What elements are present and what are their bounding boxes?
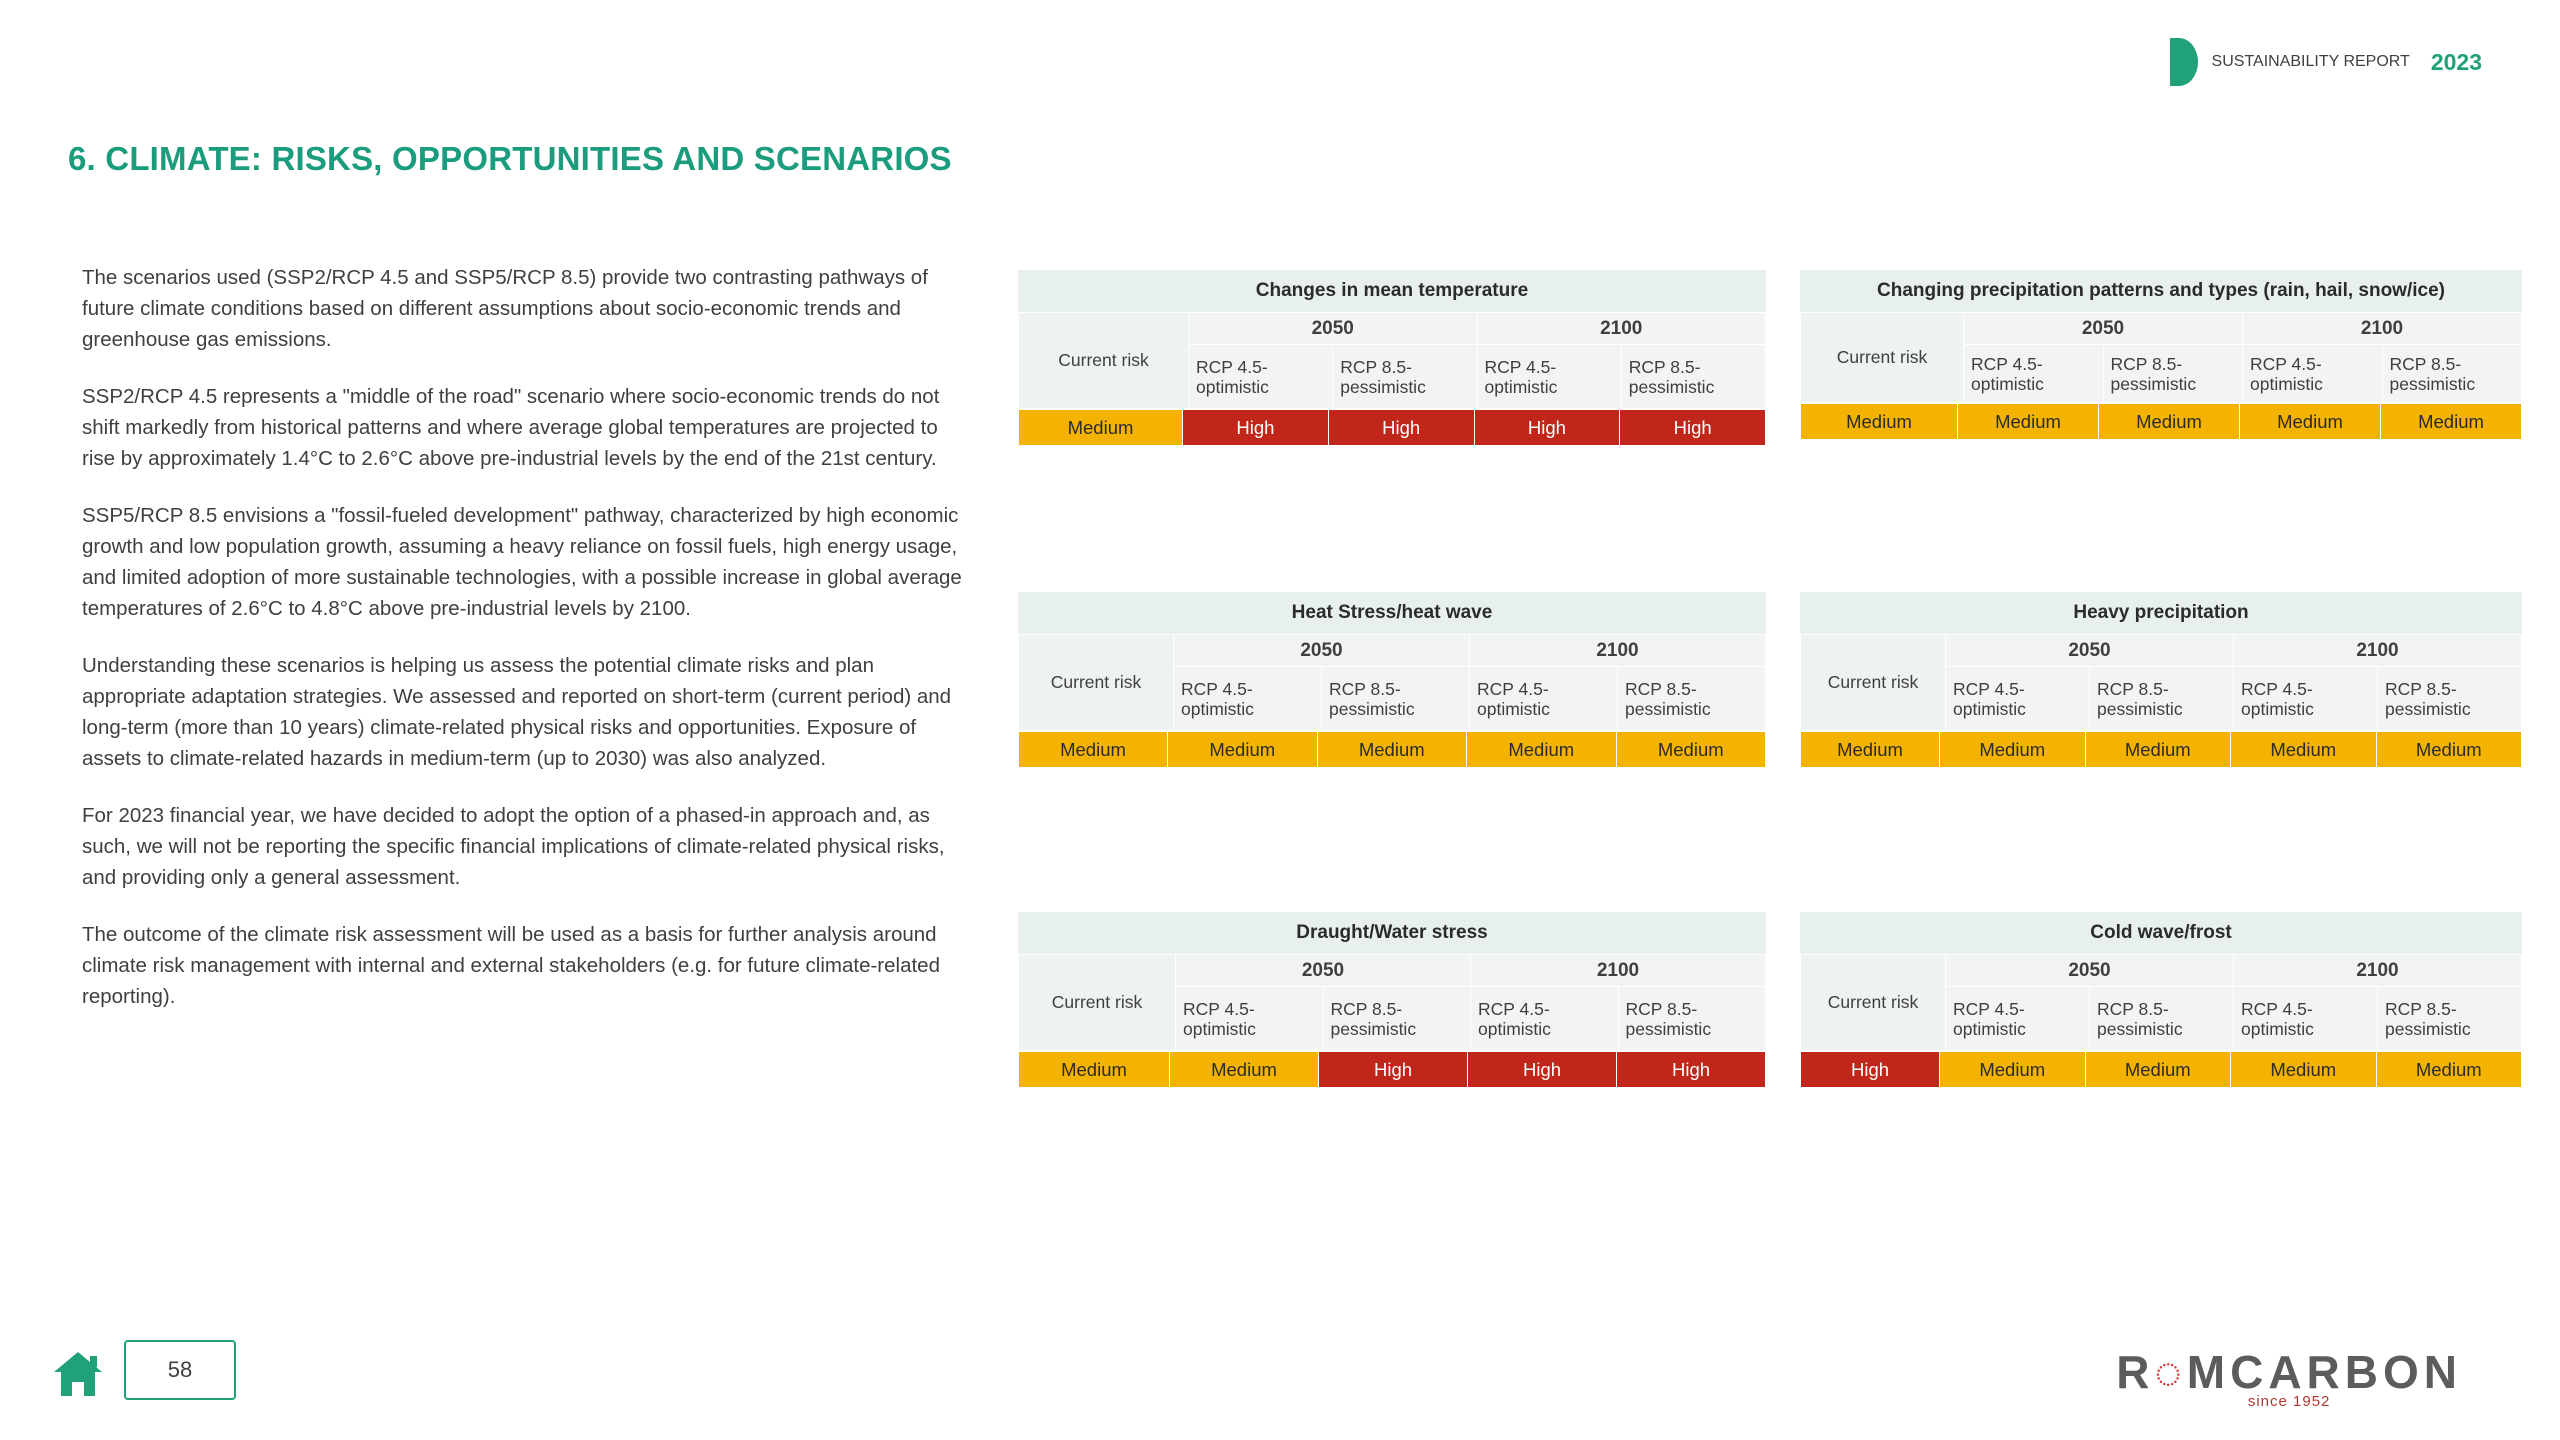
year-header-2100: 2100: [1471, 955, 1766, 987]
scenario-2050-rcp85: RCP 8.5-pessimistic: [1322, 667, 1470, 731]
risk-value-2100-rcp85: Medium: [2381, 404, 2522, 440]
home-icon[interactable]: [52, 1350, 104, 1398]
risk-value-2100-rcp45: Medium: [2240, 404, 2381, 440]
logo-since-label: since 1952: [2247, 1393, 2331, 1410]
header-title: SUSTAINABILITY REPORT: [2211, 53, 2410, 70]
table-caption: Changes in mean temperature: [1018, 270, 1766, 312]
scenario-2050-rcp45: RCP 4.5-optimistic: [1946, 987, 2090, 1051]
scenario-2100-rcp45: RCP 4.5-optimistic: [2234, 667, 2378, 731]
risk-table-heat-stress: [1018, 592, 1766, 768]
scenario-2100-rcp85: RCP 8.5-pessimistic: [1618, 987, 1766, 1051]
year-header-2050: 2050: [1946, 955, 2234, 987]
paragraph-4: Understanding these scenarios is helping us assess the potential climate risks and plan appropriate adaptation strategies. We assessed and reported on short-term (current period) and long-term (more than 10 years) climate-related physical risks and opportunities. Exposure of assets to climate-related hazards in medium-term (up to 2030) was also analyzed.: [82, 654, 952, 770]
year-header-2050: 2050: [1189, 313, 1478, 345]
current-risk-value: Medium: [1019, 1052, 1170, 1088]
table-caption: Heavy precipitation: [1800, 592, 2522, 634]
paragraph-3: SSP5/RCP 8.5 envisions a "fossil-fueled development" pathway, characterized by high economic growth and low population growth, assuming a heavy reliance on fossil fuels, high energy usage, and limited adoption of more sustainable technologies, with a possible increase in global average temperatures of 2.6°C to 4.8°C above pre-industrial levels by 2100.: [82, 504, 962, 620]
scenario-2100-rcp45: RCP 4.5-optimistic: [2243, 345, 2383, 403]
scenario-2050-rcp85: RCP 8.5-pessimistic: [2090, 987, 2234, 1051]
risk-table-heavy-precipitation: [1800, 592, 2522, 768]
table-caption: Heat Stress/heat wave: [1018, 592, 1766, 634]
page-number: [124, 1340, 236, 1400]
scenario-2050-rcp85: RCP 8.5-pessimistic: [1333, 345, 1477, 409]
risk-value-2050-rcp45: High: [1183, 410, 1329, 446]
year-header-2100: 2100: [2234, 955, 2522, 987]
report-header: [2170, 38, 2482, 86]
body-text: [82, 262, 972, 1038]
logo-molecule-icon: ◌: [2154, 1346, 2187, 1398]
scenario-2100-rcp85: RCP 8.5-pessimistic: [2382, 345, 2522, 403]
risk-value-2100-rcp85: High: [1620, 410, 1766, 446]
year-header-2050: 2050: [1964, 313, 2243, 345]
risk-value-2050-rcp85: Medium: [1317, 732, 1467, 768]
scenario-2050-rcp45: RCP 4.5-optimistic: [1946, 667, 2090, 731]
risk-value-2100-rcp45: High: [1474, 410, 1620, 446]
year-header-2100: 2100: [2243, 313, 2522, 345]
scenario-2100-rcp85: RCP 8.5-pessimistic: [2378, 667, 2522, 731]
risk-value-2050-rcp85: High: [1319, 1052, 1468, 1088]
scenario-2050-rcp45: RCP 4.5-optimistic: [1964, 345, 2104, 403]
year-header-2100: 2100: [2234, 635, 2522, 667]
paragraph-5: For 2023 financial year, we have decided to adopt the option of a phased-in approach and, as such, we will not be reporting the specific financial implications of climate-related physical risks, and providing only a general assessment.: [82, 804, 945, 889]
risk-value-2050-rcp85: Medium: [2099, 404, 2240, 440]
current-risk-header: Current risk: [1019, 955, 1176, 1051]
current-risk-header: Current risk: [1019, 635, 1174, 731]
risk-table-draught-water-stress: [1018, 912, 1766, 1088]
year-header-2050: 2050: [1946, 635, 2234, 667]
current-risk-value: High: [1801, 1052, 1940, 1088]
paragraph-2: SSP2/RCP 4.5 represents a "middle of the road" scenario where socio-economic trends do not shift markedly from historical patterns and where average global temperatures are projected to rise by approximately 1.4°C to 2.6°C above pre-industrial levels by the end of the 21st century.: [82, 385, 940, 470]
scenario-2100-rcp85: RCP 8.5-pessimistic: [1621, 345, 1765, 409]
paragraph-1: The scenarios used (SSP2/RCP 4.5 and SSP5/RCP 8.5) provide two contrasting pathways of future climate conditions based on different assumptions about socio-economic trends and greenhouse gas emissions.: [82, 266, 928, 351]
risk-value-2050-rcp45: Medium: [1170, 1052, 1319, 1088]
company-logo: [2116, 1347, 2462, 1410]
risk-value-2050-rcp45: Medium: [1958, 404, 2099, 440]
current-risk-header: Current risk: [1801, 313, 1964, 403]
current-risk-header: Current risk: [1019, 313, 1189, 409]
brand-mark-icon: [2170, 38, 2198, 86]
risk-value-2050-rcp85: High: [1328, 410, 1474, 446]
table-caption: Changing precipitation patterns and types (rain, hail, snow/ice): [1800, 270, 2522, 312]
scenario-2100-rcp85: RCP 8.5-pessimistic: [1618, 667, 1766, 731]
logo-wordmark: R◌MCARBON: [2116, 1346, 2462, 1398]
year-header-2100: 2100: [1477, 313, 1766, 345]
scenario-2050-rcp45: RCP 4.5-optimistic: [1174, 667, 1322, 731]
paragraph-6: The outcome of the climate risk assessment will be used as a basis for further analysis around climate risk management with internal and external stakeholders (e.g. for future climate-related reporting).: [82, 923, 940, 1008]
table-caption: Cold wave/frost: [1800, 912, 2522, 954]
scenario-2050-rcp45: RCP 4.5-optimistic: [1176, 987, 1324, 1051]
risk-value-2050-rcp45: Medium: [1940, 1052, 2086, 1088]
risk-value-2100-rcp85: Medium: [1616, 732, 1766, 768]
risk-value-2100-rcp45: Medium: [1467, 732, 1617, 768]
scenario-2050-rcp45: RCP 4.5-optimistic: [1189, 345, 1333, 409]
risk-value-2050-rcp85: Medium: [2085, 732, 2231, 768]
risk-value-2100-rcp45: High: [1468, 1052, 1617, 1088]
scenario-2050-rcp85: RCP 8.5-pessimistic: [2090, 667, 2234, 731]
scenario-2050-rcp85: RCP 8.5-pessimistic: [2103, 345, 2243, 403]
risk-value-2100-rcp85: High: [1617, 1052, 1766, 1088]
risk-table-precipitation-patterns: [1800, 270, 2522, 440]
scenario-2100-rcp45: RCP 4.5-optimistic: [2234, 987, 2378, 1051]
scenario-2050-rcp85: RCP 8.5-pessimistic: [1323, 987, 1471, 1051]
current-risk-header: Current risk: [1801, 635, 1946, 731]
table-caption: Draught/Water stress: [1018, 912, 1766, 954]
scenario-2100-rcp45: RCP 4.5-optimistic: [1471, 987, 1619, 1051]
year-header-2050: 2050: [1176, 955, 1471, 987]
current-risk-value: Medium: [1801, 404, 1958, 440]
scenario-2100-rcp85: RCP 8.5-pessimistic: [2378, 987, 2522, 1051]
header-year: 2023: [2430, 48, 2482, 75]
scenario-2100-rcp45: RCP 4.5-optimistic: [1477, 345, 1621, 409]
risk-value-2050-rcp45: Medium: [1940, 732, 2086, 768]
risk-table-mean-temperature: [1018, 270, 1766, 446]
risk-value-2100-rcp45: Medium: [2231, 732, 2377, 768]
current-risk-value: Medium: [1019, 410, 1183, 446]
scenario-2100-rcp45: RCP 4.5-optimistic: [1470, 667, 1618, 731]
current-risk-value: Medium: [1801, 732, 1940, 768]
year-header-2050: 2050: [1174, 635, 1470, 667]
page-number-label: 58: [167, 1357, 193, 1382]
risk-value-2100-rcp85: Medium: [2376, 732, 2522, 768]
current-risk-value: Medium: [1019, 732, 1168, 768]
risk-value-2100-rcp85: Medium: [2376, 1052, 2522, 1088]
risk-value-2050-rcp85: Medium: [2085, 1052, 2231, 1088]
year-header-2100: 2100: [1470, 635, 1766, 667]
risk-value-2100-rcp45: Medium: [2231, 1052, 2377, 1088]
risk-table-cold-wave-frost: [1800, 912, 2522, 1088]
page-title: 6. CLIMATE: RISKS, OPPORTUNITIES AND SCENARIOS: [68, 140, 952, 177]
current-risk-header: Current risk: [1801, 955, 1946, 1051]
risk-value-2050-rcp45: Medium: [1168, 732, 1318, 768]
